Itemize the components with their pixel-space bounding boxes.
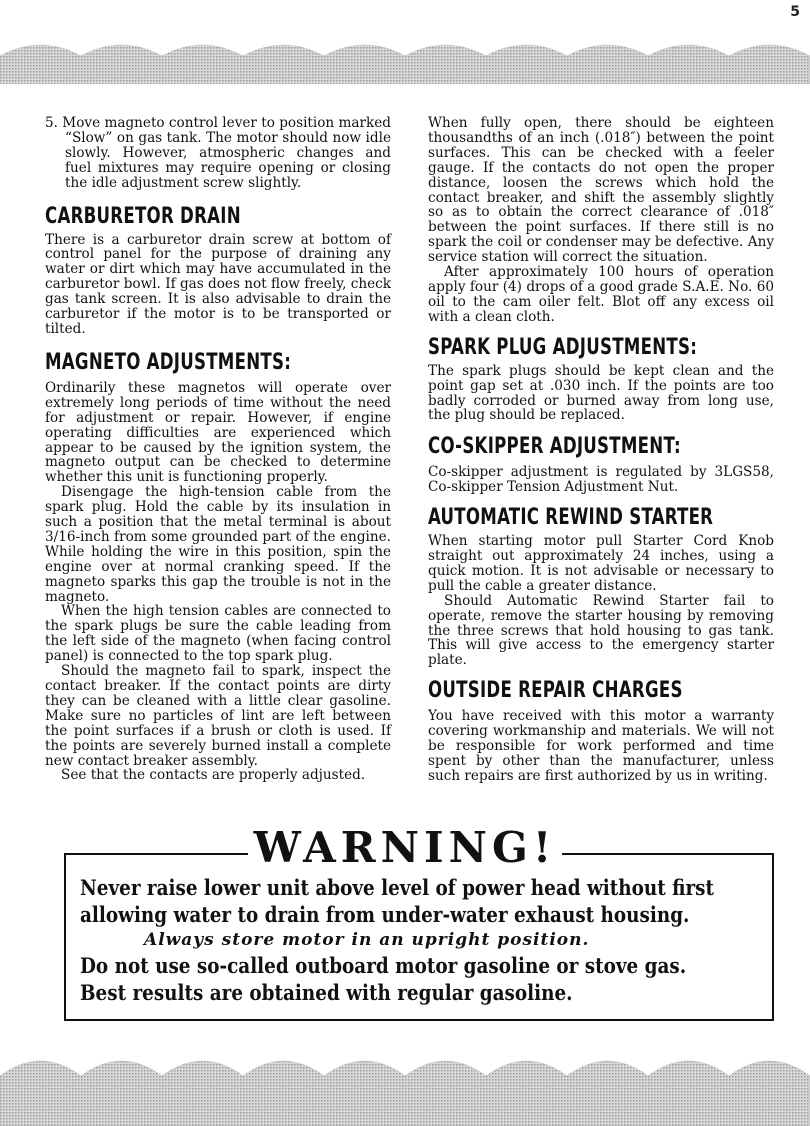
bottom-wave-border [0,1040,810,1126]
carburetor-drain-text: There is a carburetor drain screw at bottom of control panel for the purpose of draining any water or dirt which may have accumulated in the carburetor bowl. If gas does not flow freely, check gas tank screen. It is also advisable to drain the carburetor if the motor is to be transported or tilted. [45,231,391,337]
spark-plug-text: The spark plugs should be kept clean and the point gap set at .030 inch. If the points are too badly corroded or burned away from long use, the plug should be replaced. [428,362,774,424]
top-wave-border [0,38,810,84]
magneto-paragraph-2: Disengage the high-tension cable from the spark plug. Hold the cable by its insulation in such a position that the metal terminal is about 3/16-inch from some grounded part of the engine. While holding the wire in this position, spin the engine over at normal cranking speed. If the magneto sparks this gap the trouble is not in the magneto. [45,484,391,605]
warning-line-5: Best results are obtained with regular gasoline. [80,980,573,1005]
warning-title: WARNING! [248,825,563,871]
magneto-adjustments-heading: MAGNETO ADJUSTMENTS: [45,349,292,375]
warning-line-4: Do not use so-called outboard motor gasoline or stove gas. [80,953,687,978]
carburetor-drain-heading: CARBURETOR DRAIN [45,203,241,229]
left-column [45,116,391,783]
right-column [428,116,774,784]
repair-charges-text: You have received with this motor a warranty covering workmanship and materials. We will not be responsible for work performed and time spent by other than the manufacturer, unless such repairs are first authorized by us in writing. [428,708,774,784]
magneto-paragraph-3: When the high tension cables are connected to the spark plugs be sure the cable leading from the left side of the magneto (when facing control panel) is connected to the top spark plug. [45,603,391,665]
repair-charges-heading: OUTSIDE REPAIR CHARGES [428,678,683,704]
warning-title-wrap [0,825,810,871]
warning-line-3: Always store motor in an upright position. [144,930,590,950]
magneto-paragraph-1: Ordinarily these magnetos will operate over extremely long periods of time without the need for adjustment or repair. However, if engine operating difficulties are experienced which appear to be caused by the ignition system, the magneto output can be checked to determine whether this unit is functioning properly. [45,379,391,486]
co-skipper-text: Co-skipper adjustment is regulated by 3LGS58, Co-skipper Tension Adjustment Nut. [428,464,774,496]
rewind-starter-paragraph-1: When starting motor pull Starter Cord Knob straight out approximately 24 inches, using a quick motion. It is not advisable or necessary to pull the cable a greater distance. [428,533,774,594]
page-number: 5 [790,4,800,20]
warning-line-1: Never raise lower unit above level of power head without first [80,875,715,900]
contact-gap-paragraph: When fully open, there should be eighteen thousandths of an inch (.018″) between the point surfaces. This can be checked with a feeler gauge. If the contacts do not open the proper distance, loosen the screws which hold the contact breaker, and shift the assembly slightly so as to obtain the correct clearance of .018″ between the point surfaces. If there still is no spark the coil or condenser may be defective. Any service station will correct the situation. [428,115,774,266]
cam-oiler-paragraph: After approximately 100 hours of operation apply four (4) drops of a good grade S.A.E. No. 60 oil to the cam oiler felt. Blot off any excess oil with a clean cloth. [428,264,774,325]
step-5-paragraph: 5. Move magneto control lever to position marked “Slow” on gas tank. The motor should now idle slowly. However, atmospheric changes and fuel mixtures may require opening or closing the idle adjustment screw slightly. [45,115,391,191]
warning-line-2: allowing water to drain from under-water exhaust housing. [80,902,690,927]
magneto-paragraph-4: Should the magneto fail to spark, inspect the contact breaker. If the contact points are dirty they can be cleaned with a little clear gasoline. Make sure no particles of lint are left between the point surfaces if a brush or cloth is used. If the points are severely burned install a complete new contact breaker assembly. [45,663,391,769]
rewind-starter-heading: AUTOMATIC REWIND STARTER [428,505,714,531]
magneto-paragraph-5: See that the contacts are properly adjusted. [61,767,366,784]
spark-plug-heading: SPARK PLUG ADJUSTMENTS: [428,334,698,360]
rewind-starter-paragraph-2: Should Automatic Rewind Starter fail to operate, remove the starter housing by removing the three screws that hold housing to gas tank. This will give access to the emergency starter plate. [428,592,774,669]
warning-text-block [80,874,760,1006]
co-skipper-heading: CO-SKIPPER ADJUSTMENT: [428,434,681,460]
